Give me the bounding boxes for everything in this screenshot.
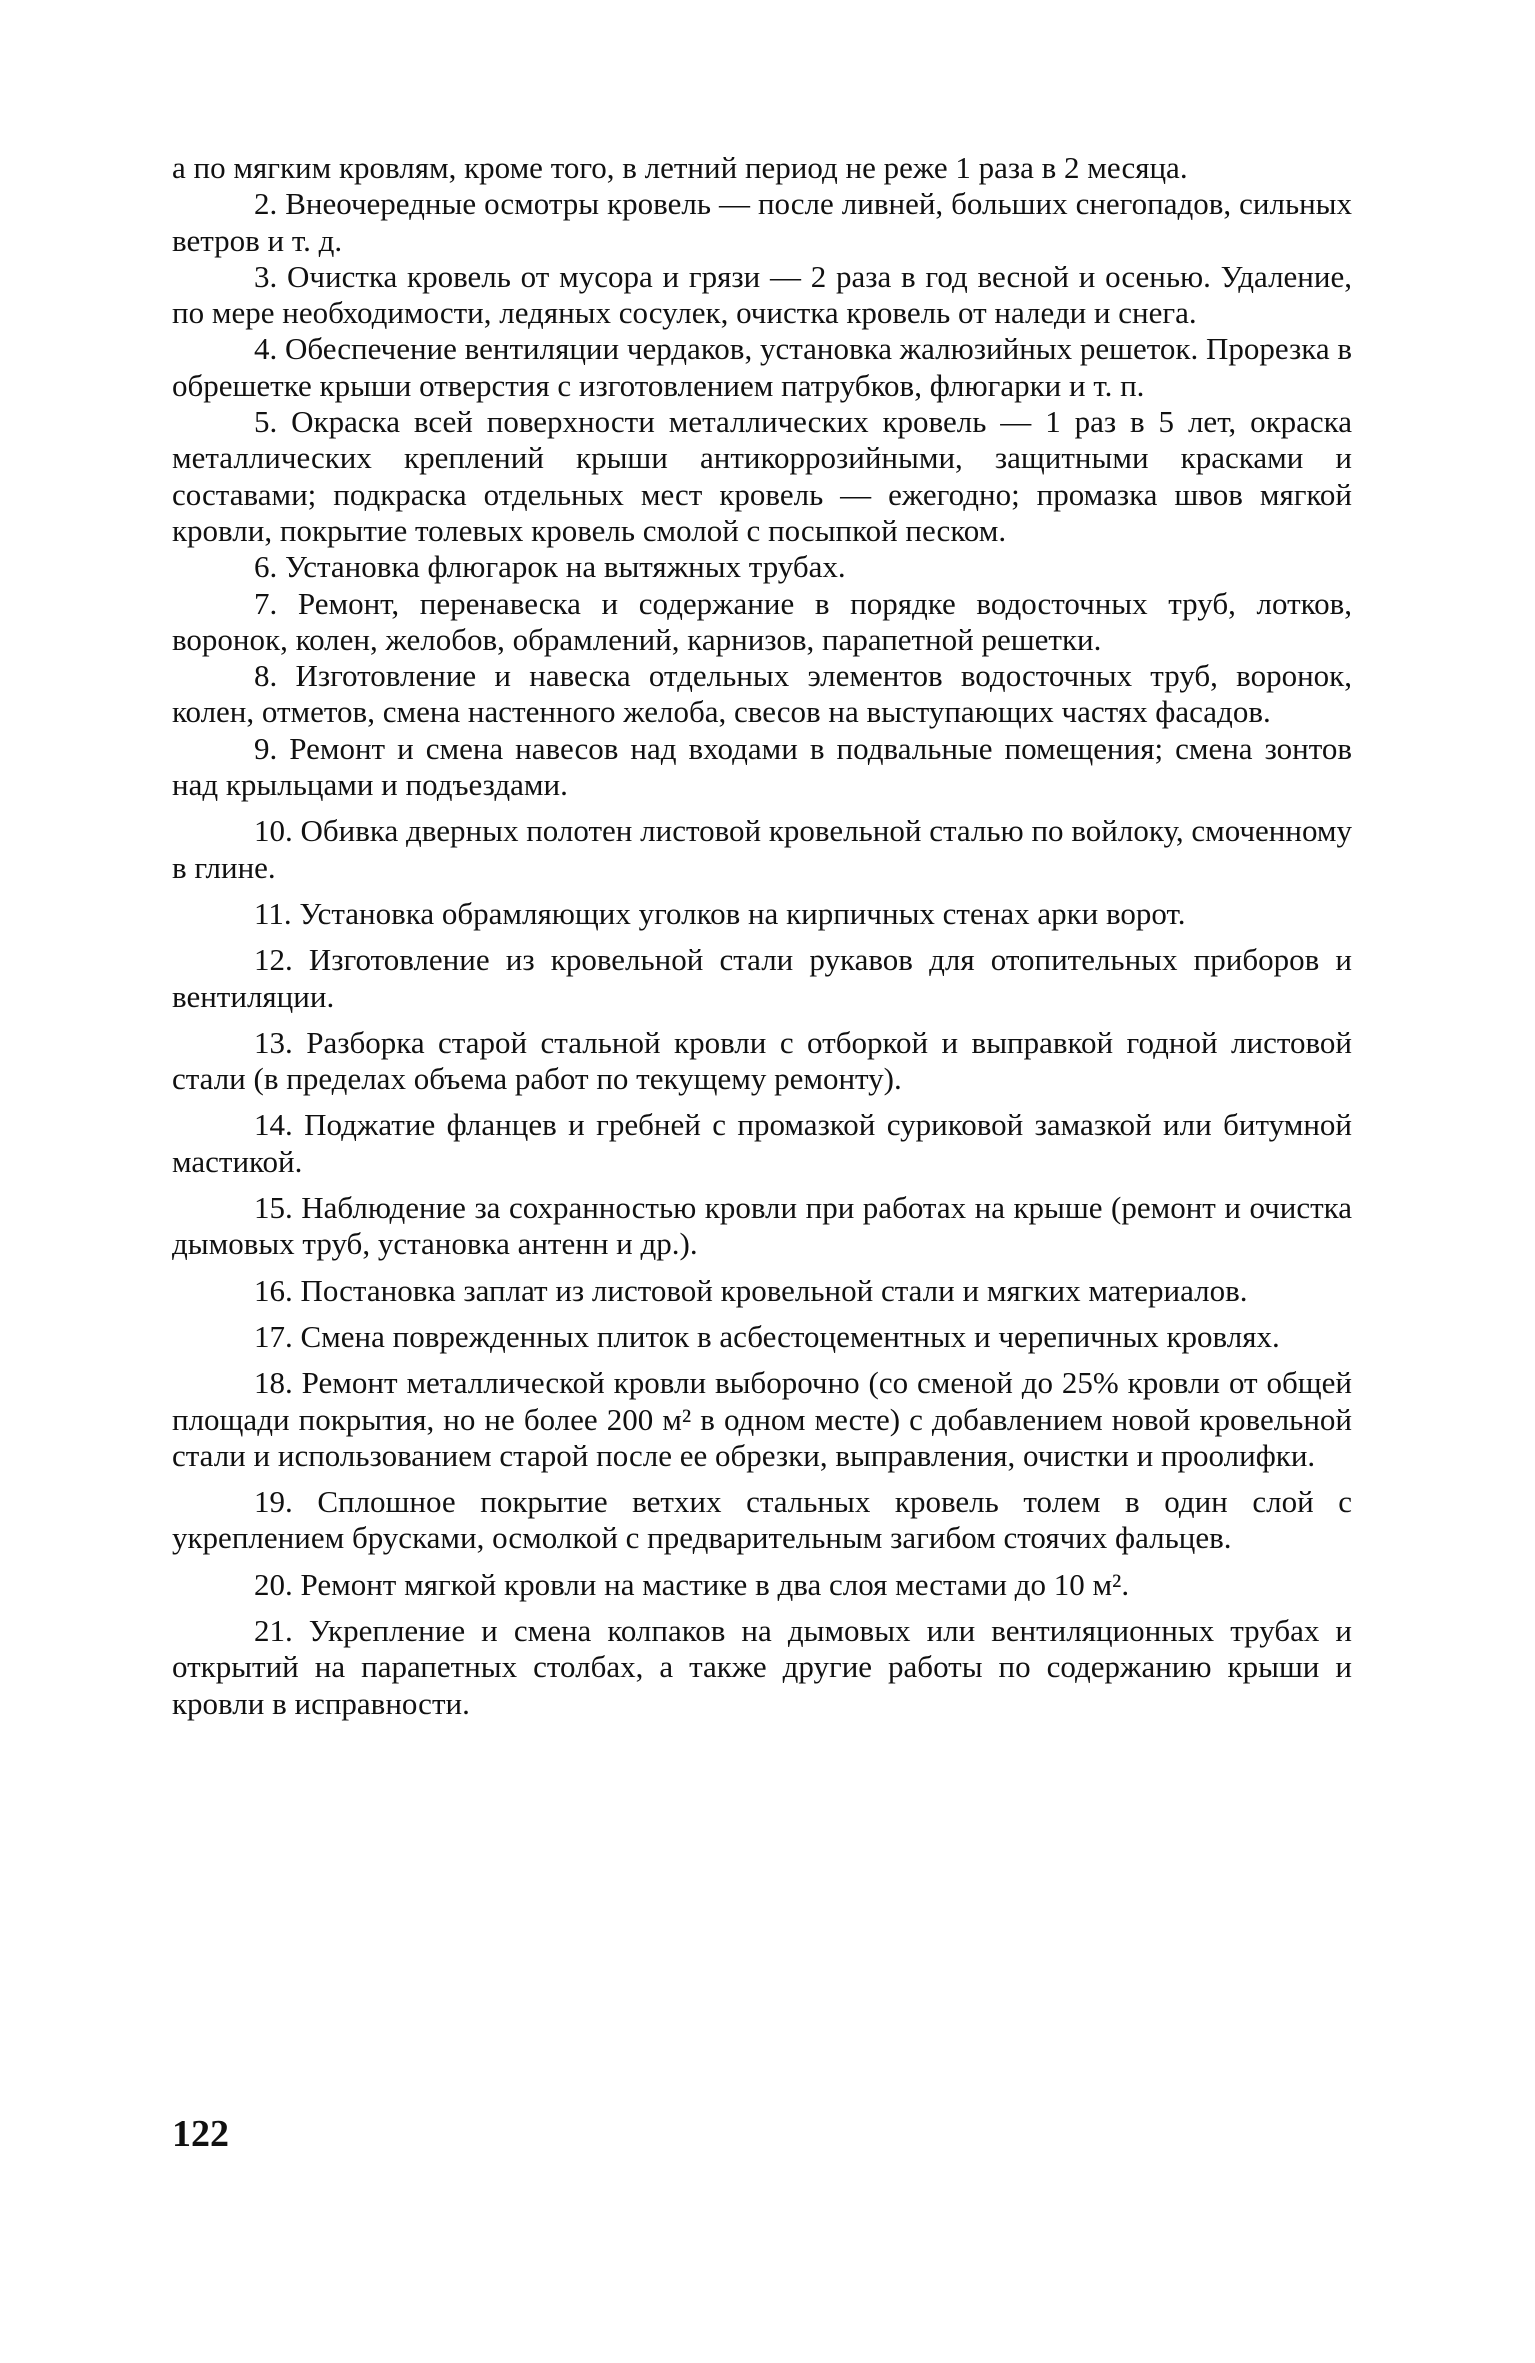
list-item-20: 20. Ремонт мягкой кровли на мастике в два слоя местами до 10 м². (254, 1566, 1130, 1602)
list-item-6: 6. Установка флюгарок на вытяжных трубах. (254, 549, 846, 585)
list-item-5: 5. Окраска всей поверхности металлических кровель — 1 раз в 5 лет, окраска металлических креплений крыши антикоррозийными, защитными красками и составами; подкраска отдельных мест кровель — ежегодно; промазка швов мягкой кровли, покрытие толевых кровель смолой с посыпкой песком. (172, 404, 1352, 548)
page-number: 122 (172, 2113, 229, 2155)
list-item-21: 21. Укрепление и смена колпаков на дымовых или вентиляционных трубах и открытий на парапетных столбах, а также другие работы по содержанию крыши и кровли в исправности. (172, 1612, 1352, 1721)
list-item-17: 17. Смена поврежденных плиток в асбестоцементных и черепичных кровлях. (254, 1318, 1280, 1354)
page-body (172, 150, 1352, 1722)
list-item-7: 7. Ремонт, перенавеска и содержание в порядке водосточных труб, лотков, воронок, колен, желобов, обрамлений, карнизов, парапетной решетки. (172, 585, 1352, 657)
list-item-9: 9. Ремонт и смена навесов над входами в подвальные помещения; смена зонтов над крыльцами и подъездами. (172, 730, 1352, 803)
list-item-18: 18. Ремонт металлической кровли выборочно (со сменой до 25% кровли от общей площади покрытия, но не более 200 м² в одном месте) с добавлением новой кровельной стали и использованием старой после ее обрезки, выправления, очистки и проолифки. (172, 1365, 1352, 1473)
list-item-4: 4. Обеспечение вентиляции чердаков, установка жалюзийных решеток. Прорезка в обрешетке крыши отверстия с изготовлением патрубков, флюгарки и т. п. (172, 331, 1352, 403)
paragraph-continuation: а по мягким кровлям, кроме того, в летний период не реже 1 раза в 2 месяца. (172, 150, 1188, 185)
list-item-15: 15. Наблюдение за сохранностью кровли при работах на крыше (ремонт и очистка дымовых труб, установка антенн и др.). (172, 1190, 1352, 1262)
list-item-10: 10. Обивка дверных полотен листовой кровельной сталью по войлоку, смоченному в глине. (172, 813, 1352, 885)
list-item-8: 8. Изготовление и навеска отдельных элементов водосточных труб, воронок, колен, отметов, смена настенного желоба, свесов на выступающих частях фасадов. (172, 658, 1352, 730)
list-item-2: 2. Внеочередные осмотры кровель — после ливней, больших снегопадов, сильных ветров и т. д. (172, 186, 1352, 258)
list-item-13: 13. Разборка старой стальной кровли с отборкой и выправкой годной листовой стали (в пределах объема работ по текущему ремонту). (172, 1024, 1352, 1097)
list-item-19: 19. Сплошное покрытие ветхих стальных кровель толем в один слой с укреплением брусками, осмолкой с предварительным загибом стоячих фальцев. (172, 1484, 1352, 1556)
list-item-12: 12. Изготовление из кровельной стали рукавов для отопительных приборов и вентиляции. (172, 942, 1352, 1014)
list-item-14: 14. Поджатие фланцев и гребней с промазкой суриковой замазкой или битумной мастикой. (172, 1107, 1352, 1179)
list-item-3: 3. Очистка кровель от мусора и грязи — 2 раза в год весной и осенью. Удаление, по мере необходимости, ледяных сосулек, очистка кровель от наледи и снега. (172, 258, 1352, 331)
list-item-16: 16. Постановка заплат из листовой кровельной стали и мягких материалов. (254, 1272, 1248, 1308)
list-item-11: 11. Установка обрамляющих уголков на кирпичных стенах арки ворот. (254, 895, 1186, 931)
